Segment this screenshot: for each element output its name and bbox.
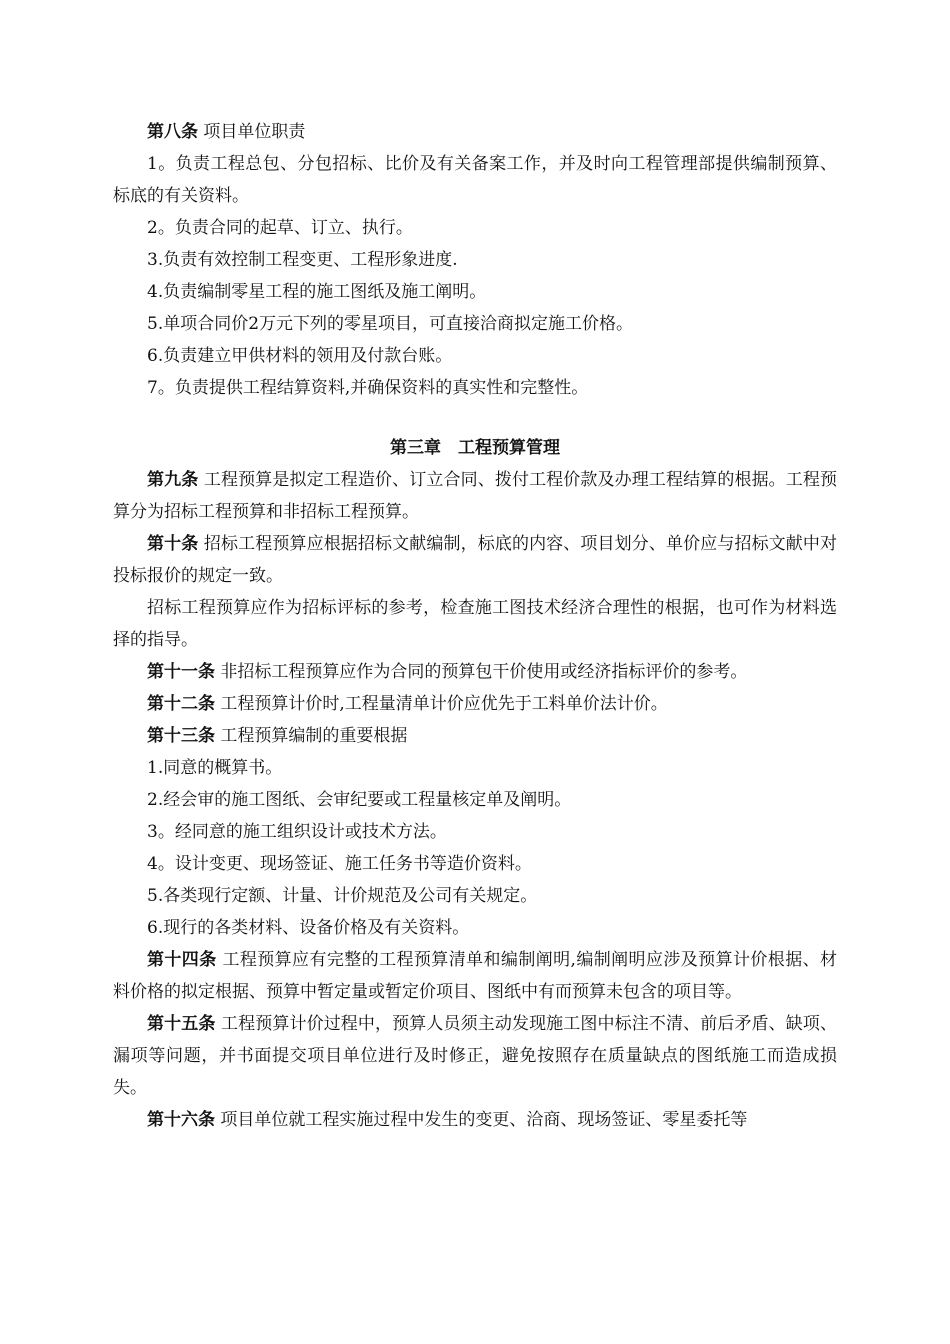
article-number: 第十六条 xyxy=(147,1110,215,1130)
article-10 xyxy=(113,528,837,592)
list-item: 2.经会审的施工图纸、会审纪要或工程量核定单及阐明。 xyxy=(147,790,572,810)
article-number: 第十五条 xyxy=(147,1014,216,1034)
article-number: 第十一条 xyxy=(147,662,215,682)
article-title: 项目单位职责 xyxy=(203,122,306,142)
list-item: 7。负责提供工程结算资料,并确保资料的真实性和完整性。 xyxy=(147,378,589,398)
article-text: 招标工程预算应根据招标文献编制，标底的内容、项目划分、单价应与招标文献中对投标报价的规定一致。 xyxy=(113,534,838,586)
list-item: 1.同意的概算书。 xyxy=(147,758,283,778)
list-item: 2。负责合同的起草、订立、执行。 xyxy=(147,218,413,238)
chapter-title: 第三章 工程预算管理 xyxy=(390,438,560,458)
article-number: 第十二条 xyxy=(147,694,215,714)
list-item: 4.负责编制零星工程的施工图纸及施工阐明。 xyxy=(147,282,487,302)
article-text: 工程预算计价过程中，预算人员须主动发现施工图中标注不清、前后矛盾、缺项、漏项等问题，并书面提交项目单位进行及时修正，避免按照存在质量缺点的图纸施工而造成损失。 xyxy=(113,1014,838,1098)
list-item: 3。经同意的施工组织设计或技术方法。 xyxy=(147,822,447,842)
article-text: 工程预算计价时,工程量清单计价应优先于工料单价法计价。 xyxy=(220,694,668,714)
article-9 xyxy=(113,464,837,528)
article-8-heading xyxy=(113,116,837,148)
article-15 xyxy=(113,1008,837,1104)
article-11 xyxy=(113,656,837,688)
list-item: 6.现行的各类材料、设备价格及有关资料。 xyxy=(147,918,470,938)
list-item: 1。负责工程总包、分包招标、比价及有关备案工作，并及时向工程管理部提供编制预算、标底的有关资料。 xyxy=(113,154,837,206)
list-item: 5.各类现行定额、计量、计价规范及公司有关规定。 xyxy=(147,886,538,906)
article-10-paragraph: 招标工程预算应作为招标评标的参考，检查施工图技术经济合理性的根据，也可作为材料选择的指导。 xyxy=(113,598,837,650)
article-number: 第八条 xyxy=(147,122,198,142)
article-text: 项目单位就工程实施过程中发生的变更、洽商、现场签证、零星委托等 xyxy=(220,1110,748,1130)
article-13 xyxy=(113,720,837,752)
article-number: 第九条 xyxy=(147,470,199,490)
article-number: 第十条 xyxy=(147,534,199,554)
list-item: 6.负责建立甲供材料的领用及付款台账。 xyxy=(147,346,453,366)
list-item: 5.单项合同价2万元下列的零星项目，可直接洽商拟定施工价格。 xyxy=(147,314,634,334)
article-title: 工程预算编制的重要根据 xyxy=(220,726,408,746)
article-12 xyxy=(113,688,837,720)
article-text: 工程预算应有完整的工程预算清单和编制阐明,编制阐明应涉及预算计价根据、材料价格的拟定根据、预算中暂定量或暂定价项目、图纸中有而预算未包含的项目等。 xyxy=(113,950,838,1002)
article-14 xyxy=(113,944,837,1008)
article-16 xyxy=(113,1104,837,1136)
list-item: 4。设计变更、现场签证、施工任务书等造价资料。 xyxy=(147,854,532,874)
document-page xyxy=(113,116,837,1136)
list-item: 3.负责有效控制工程变更、工程形象进度. xyxy=(147,250,458,270)
article-text: 工程预算是拟定工程造价、订立合同、拨付工程价款及办理工程结算的根据。工程预算分为招标工程预算和非招标工程预算。 xyxy=(113,470,838,522)
article-number: 第十四条 xyxy=(147,950,217,970)
article-text: 非招标工程预算应作为合同的预算包干价使用或经济指标评价的参考。 xyxy=(220,662,748,682)
article-number: 第十三条 xyxy=(147,726,215,746)
